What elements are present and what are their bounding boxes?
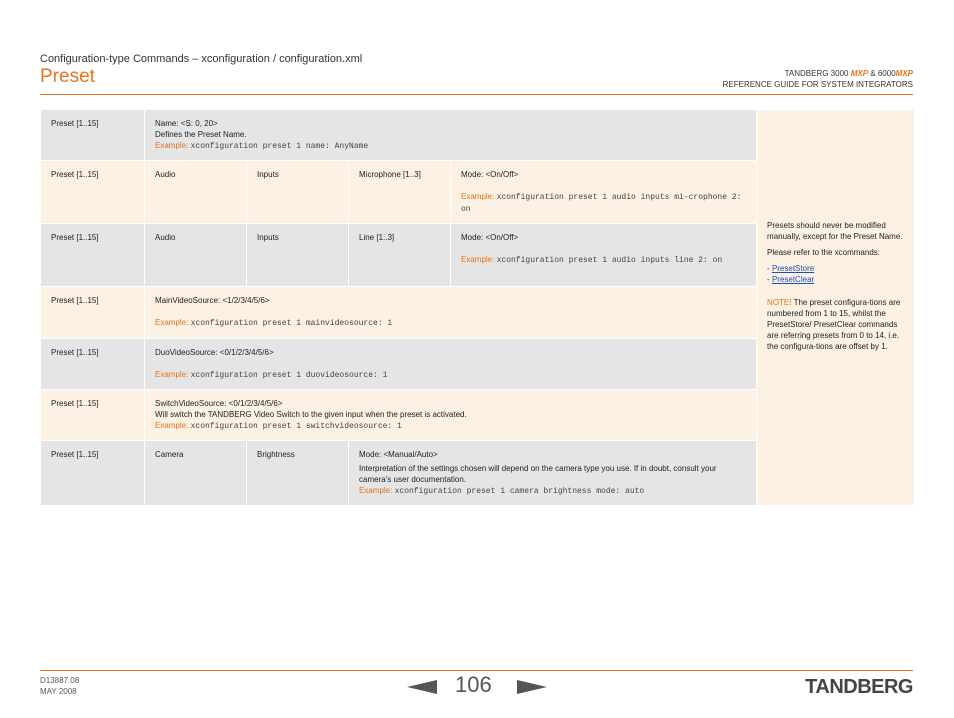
cmd-level-3: Brightness	[247, 441, 349, 506]
cmd-detail	[451, 224, 757, 287]
dash: -	[767, 275, 772, 284]
example-code: xconfiguration preset 1 camera brightness mode: auto	[394, 487, 645, 496]
example-code: xconfiguration preset 1 duovideosource: 1	[190, 371, 388, 380]
cmd-path: Preset [1..15]	[41, 390, 145, 441]
prev-page-arrow-icon[interactable]	[407, 680, 437, 694]
side-text: Presets should never be modified manually, except for the Preset Name.	[767, 221, 903, 241]
param-desc: Will switch the TANDBERG Video Switch to the given input when the preset is activated.	[155, 410, 467, 419]
param-name: Mode: <On/Off>	[461, 170, 519, 179]
param-desc: Interpretation of the settings chosen will depend on the camera type you use. If in doubt, consult your camera’s user documentation.	[359, 464, 717, 484]
cmd-level-3: Inputs	[247, 161, 349, 224]
page-number: 106	[455, 672, 492, 697]
param-name: Mode: <Manual/Auto>	[359, 450, 438, 459]
cmd-path: Preset [1..15]	[41, 339, 145, 390]
cmd-path: Preset [1..15]	[41, 287, 145, 339]
cmd-detail	[451, 161, 757, 224]
cmd-path: Preset [1..15]	[41, 224, 145, 287]
cmd-path: Preset [1..15]	[41, 161, 145, 224]
cmd-detail	[145, 110, 757, 161]
cmd-detail	[145, 339, 757, 390]
table-row	[41, 110, 915, 161]
example-label: Example:	[359, 486, 393, 495]
product-b: 6000	[877, 69, 896, 78]
example-label: Example:	[155, 421, 189, 430]
presetclear-link[interactable]: PresetClear	[771, 275, 815, 284]
cmd-detail	[145, 287, 757, 339]
note-text: The preset configura-tions are numbered from 1 to 15, whilst the PresetStore/ PresetClear commands are referring presets from 0 to 14, i.e. the configura-tions are offset by 1.	[767, 298, 901, 351]
example-code: xconfiguration preset 1 mainvideosource: 1	[190, 319, 393, 328]
note-label: NOTE!	[767, 298, 792, 307]
param-name: Name: <S: 0, 20>	[155, 119, 218, 128]
tandberg-logo: TANDBERG	[805, 676, 913, 698]
mxp-label: MXP	[895, 69, 913, 78]
page-title: Preset	[40, 66, 95, 87]
doc-date: MAY 2008	[40, 687, 77, 696]
cmd-path: Preset [1..15]	[41, 441, 145, 506]
cmd-level-3: Inputs	[247, 224, 349, 287]
footer-rule	[40, 670, 913, 671]
doc-info	[40, 675, 79, 697]
next-page-arrow-icon[interactable]	[517, 680, 547, 694]
side-note	[757, 110, 915, 506]
param-name-prefix: Switch	[155, 399, 179, 408]
dash: -	[767, 264, 772, 273]
cmd-level-4: Microphone [1..3]	[349, 161, 451, 224]
example-code: xconfiguration preset 1 switchvideosource: 1	[190, 422, 402, 431]
cmd-detail	[349, 441, 757, 506]
guide-title: REFERENCE GUIDE FOR SYSTEM INTEGRATORS	[722, 80, 913, 89]
cmd-level-4: Line [1..3]	[349, 224, 451, 287]
cmd-level-2: Audio	[145, 224, 247, 287]
product-header	[723, 68, 913, 90]
example-label: Example:	[155, 370, 189, 379]
example-code: xconfiguration preset 1 audio inputs mi-crophone 2: on	[461, 193, 742, 214]
cmd-path: Preset [1..15]	[41, 110, 145, 161]
header-rule	[40, 94, 913, 95]
section-subtitle: Configuration-type Commands – xconfiguration / configuration.xml	[40, 53, 363, 65]
cmd-level-2: Audio	[145, 161, 247, 224]
example-label: Example:	[155, 318, 189, 327]
side-text: Please refer to the xcommands:	[767, 248, 880, 257]
command-table	[40, 109, 915, 506]
param-name: VideoSource: <0/1/2/3/4/5/6>	[178, 399, 283, 408]
param-name: MainVideoSource: <1/2/3/4/5/6>	[155, 296, 270, 305]
product-a: TANDBERG 3000	[784, 69, 849, 78]
param-desc: Defines the Preset Name.	[155, 130, 247, 139]
amp: &	[870, 69, 876, 78]
example-code: xconfiguration preset 1 audio inputs line 2: on	[496, 256, 723, 265]
example-label: Example:	[461, 192, 495, 201]
mxp-label: MXP	[850, 69, 869, 78]
cmd-level-2: Camera	[145, 441, 247, 506]
example-label: Example:	[155, 141, 189, 150]
doc-number: D13887.08	[40, 676, 80, 685]
example-label: Example:	[461, 255, 495, 264]
presetstore-link[interactable]: PresetStore	[771, 264, 815, 273]
param-name: DuoVideoSource: <0/1/2/3/4/5/6>	[155, 348, 274, 357]
example-code: xconfiguration preset 1 name: AnyName	[190, 142, 369, 151]
param-name: Mode: <On/Off>	[461, 233, 519, 242]
cmd-detail	[145, 390, 757, 441]
